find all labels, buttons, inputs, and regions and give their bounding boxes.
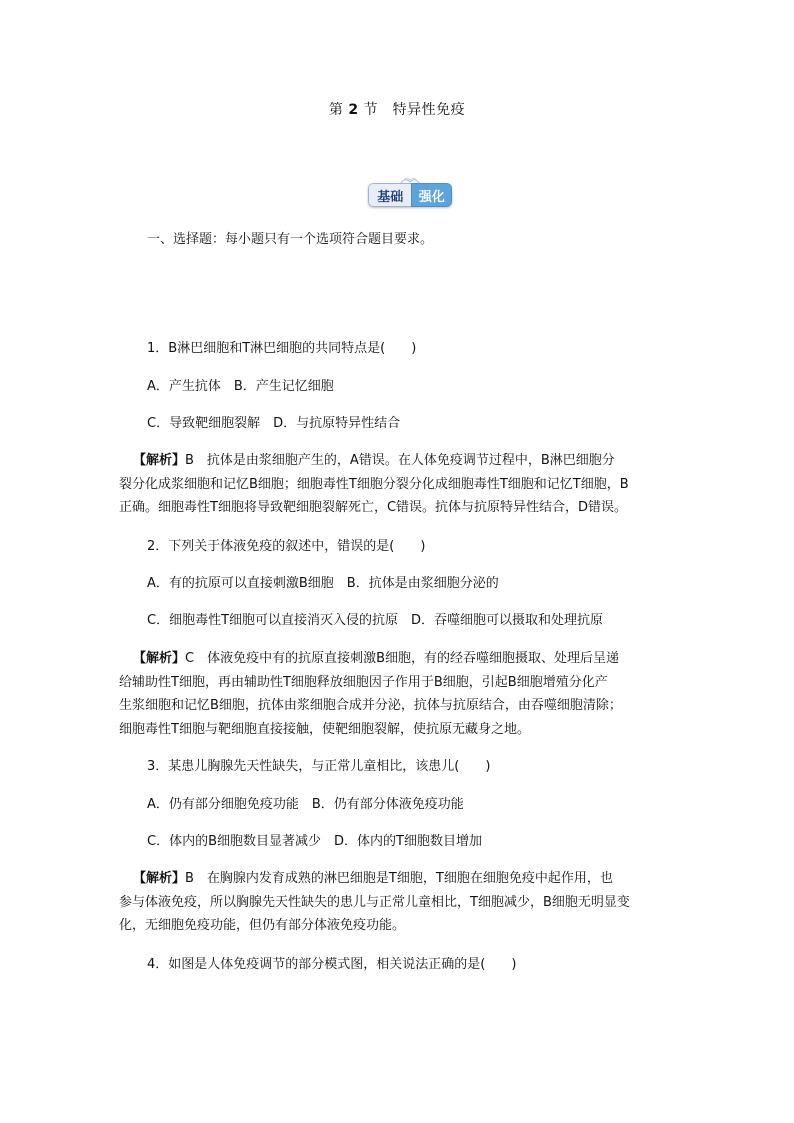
question-2-options-cd: C．细胞毒性T细胞可以直接消灭入侵的抗原 D．吞噬细胞可以摄取和处理抗原 <box>147 613 604 628</box>
question-1-options-cd: C．导致靶细胞裂解 D．与抗原特异性结合 <box>147 416 401 431</box>
question-1-stem: 1．B淋巴细胞和T淋巴细胞的共同特点是( ) <box>147 341 417 356</box>
question-3-options-cd: C．体内的B细胞数目显著减少 D．体内的T细胞数目增加 <box>147 834 482 849</box>
analysis-line: 【解析】B 在胸腺内发育成熟的淋巴细胞是T细胞，T细胞在细胞免疫中起作用，也 <box>133 871 613 886</box>
question-3-stem: 3．某患儿胸腺先天性缺失，与正常儿童相比，该患儿( ) <box>147 759 491 774</box>
analysis-line: 细胞毒性T细胞与靶细胞直接接触，使靶细胞裂解，使抗原无藏身之地。 <box>119 721 530 737</box>
analysis-line: 参与体液免疫，所以胸腺先天性缺失的患儿与正常儿童相比，T细胞减少，B细胞无明显变 <box>119 894 630 910</box>
badge-right-label: 强化 <box>411 183 452 207</box>
analysis-line: 【解析】B 抗体是由浆细胞产生的，A错误。在人体免疫调节过程中，B淋巴细胞分 <box>133 453 615 468</box>
analysis-tag: 【解析】 <box>133 453 186 468</box>
title-prefix: 第 <box>328 102 344 118</box>
title-section-number: 2 <box>348 102 359 118</box>
analysis-line: 化，无细胞免疫功能，但仍有部分体液免疫功能。 <box>119 918 406 933</box>
question-4-stem: 4．如图是人体免疫调节的部分模式图，相关说法正确的是( ) <box>147 957 517 972</box>
analysis-line: 生浆细胞和记忆B细胞，抗体由浆细胞合成并分泌，抗体与抗原结合，由吞噬细胞清除； <box>119 698 622 713</box>
analysis-line: 正确。细胞毒性T细胞将导致靶细胞裂解死亡，C错误。抗体与抗原特异性结合，D错误。 <box>119 500 628 515</box>
analysis-line: 裂分化成浆细胞和记忆B细胞；细胞毒性T细胞分裂分化成细胞毒性T细胞和记忆T细胞，B <box>119 476 629 492</box>
title-text: 节 特异性免疫 <box>363 102 466 118</box>
badge-left-label: 基础 <box>368 183 411 207</box>
question-2-analysis <box>119 647 709 741</box>
section-intro: 一、选择题：每小题只有一个选项符合题目要求。 <box>147 232 434 247</box>
question-1-options-ab: A．产生抗体 B．产生记忆细胞 <box>147 379 334 394</box>
question-1-analysis <box>119 449 709 520</box>
analysis-tag: 【解析】 <box>133 651 186 666</box>
question-3-analysis <box>119 867 709 938</box>
page-title <box>0 99 794 119</box>
question-2-options-ab: A．有的抗原可以直接刺激B细胞 B．抗体是由浆细胞分泌的 <box>147 576 499 591</box>
analysis-line: 给辅助性T细胞，再由辅助性T细胞释放细胞因子作用于B细胞，引起B细胞增殖分化产 <box>119 674 608 690</box>
section-badge <box>368 183 452 207</box>
question-3-options-ab: A．仍有部分细胞免疫功能 B．仍有部分体液免疫功能 <box>147 797 464 812</box>
question-2-stem: 2．下列关于体液免疫的叙述中，错误的是( ) <box>147 539 426 554</box>
analysis-tag: 【解析】 <box>133 871 186 886</box>
analysis-line: 【解析】C 体液免疫中有的抗原直接刺激B细胞，有的经吞噬细胞摄取、处理后呈递 <box>133 651 620 666</box>
